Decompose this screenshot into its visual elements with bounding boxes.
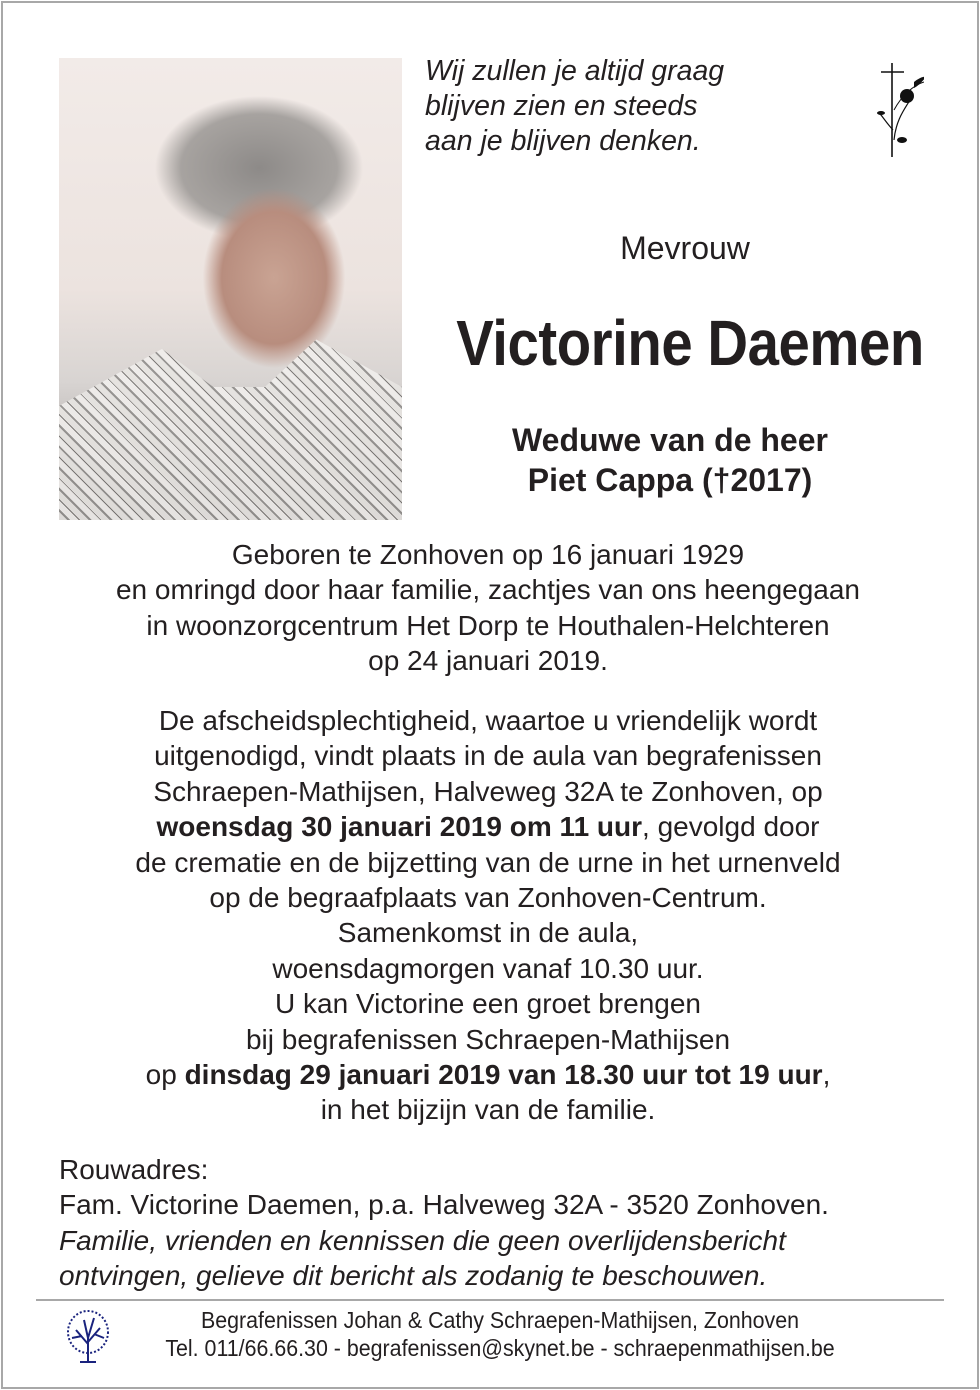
text-line: op de begraafplaats van Zonhoven-Centrum. [209, 882, 767, 914]
mourning-address [59, 1152, 829, 1294]
portrait-photo [59, 58, 402, 520]
text-line [40, 1057, 936, 1092]
ceremony-paragraph [40, 703, 936, 1128]
title-prefix: Mevrouw [620, 230, 750, 266]
ceremony-date: woensdag 30 januari 2019 om 11 uur [156, 811, 643, 843]
text-line: bij begrafenissen Schraepen-Mathijsen [245, 1023, 731, 1055]
funeral-home-name: Begrafenissen Johan & Cathy Schraepen-Mathijsen, Zonhoven [200, 1307, 800, 1333]
text-span: , [822, 1059, 831, 1091]
widow-line: Weduwe van de heer [512, 422, 828, 458]
text-line: en omringd door haar familie, zachtjes van ons heengegaan [115, 574, 861, 606]
text-line: De afscheidsplechtigheid, waartoe u vriendelijk wordt [158, 705, 818, 736]
text-line: op 24 januari 2019. [368, 645, 608, 677]
text-line: uitgenodigd, vindt plaats in de aula van begrafenissen [154, 740, 822, 772]
text-span: , gevolgd door [642, 811, 820, 843]
funeral-home-footer [137, 1306, 862, 1362]
text-line: woensdagmorgen vanaf 10.30 uur. [272, 952, 704, 984]
note-line: ontvingen, gelieve dit bericht als zodanig te beschouwen. [59, 1260, 768, 1292]
text-line: U kan Victorine een groet brengen [275, 988, 701, 1020]
funeral-home-contact: Tel. 011/66.66.30 - begrafenissen@skynet.be - schraepenmathijsen.be [165, 1335, 835, 1361]
birth-death-paragraph [40, 537, 936, 679]
cross-with-rose-icon [874, 60, 924, 160]
visitation-date: dinsdag 29 januari 2019 van 18.30 uur tot 19 uur [184, 1059, 823, 1091]
deceased-name: Victorine Daemen [456, 307, 924, 379]
quote-line: aan je blijven denken. [425, 125, 701, 157]
widow-line: Piet Cappa (†2017) [527, 462, 813, 498]
text-line: Geboren te Zonhoven op 16 januari 1929 [231, 539, 745, 570]
footer-divider [36, 1299, 944, 1301]
note-line: Familie, vrienden en kennissen die geen overlijdensbericht [59, 1224, 786, 1256]
text-line: Samenkomst in de aula, [337, 917, 639, 949]
quote-line: blijven zien en steeds [425, 90, 698, 122]
text-line [40, 809, 936, 844]
address-label: Rouwadres: [59, 1154, 209, 1185]
memorial-quote [425, 54, 724, 159]
widow-of [440, 420, 900, 500]
quote-line: Wij zullen je altijd graag [425, 55, 725, 87]
address-line: Fam. Victorine Daemen, p.a. Halveweg 32A - 3520 Zonhoven. [59, 1189, 829, 1221]
text-line: in woonzorgcentrum Het Dorp te Houthalen-Helchteren [146, 609, 830, 641]
text-line: in het bijzijn van de familie. [320, 1094, 656, 1126]
text-line: de crematie en de bijzetting van de urne in het urnenveld [135, 846, 841, 878]
tree-logo-icon [64, 1310, 112, 1364]
text-line: Schraepen-Mathijsen, Halveweg 32A te Zonhoven, op [153, 775, 823, 807]
text-span: op [145, 1059, 185, 1091]
